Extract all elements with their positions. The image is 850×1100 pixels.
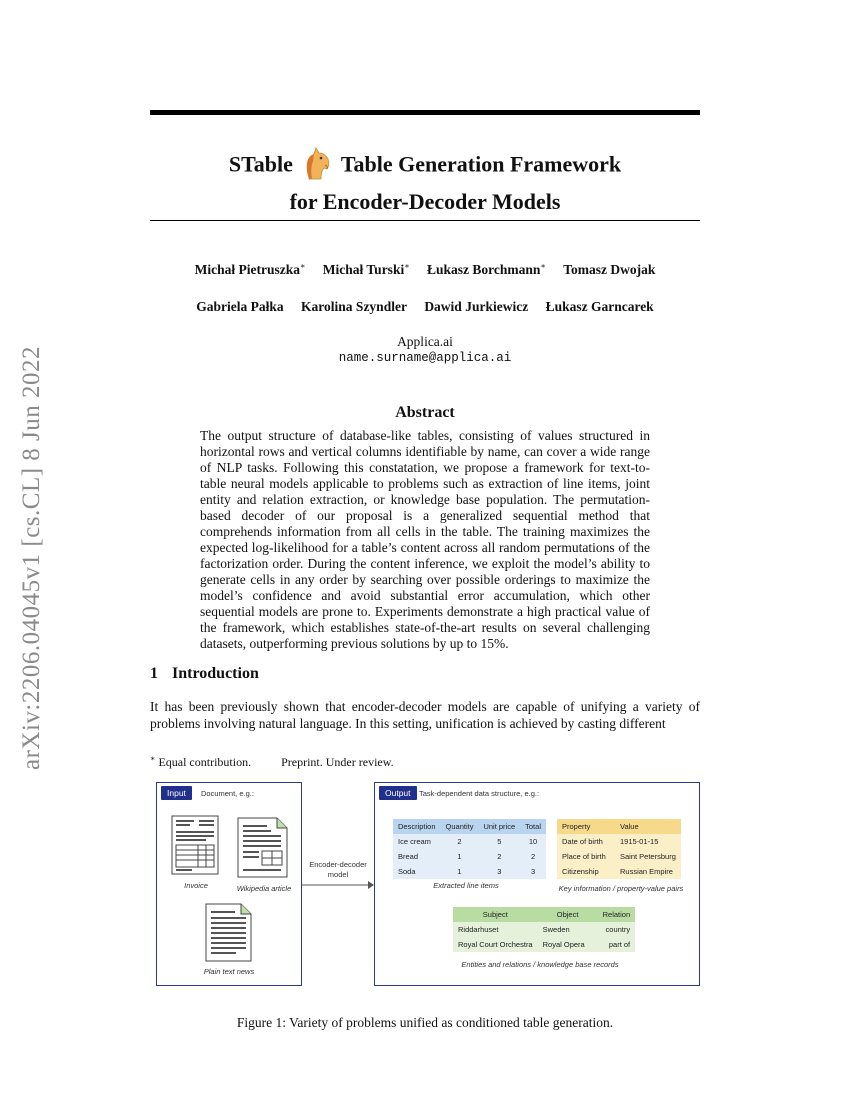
plain-text-news-icon [205,903,253,963]
table-header-row: Description Quantity Unit price Total [393,819,546,834]
arrow-right-icon [302,880,374,890]
arxiv-identifier: arXiv:2206.04045v1 [cs.CL] 8 Jun 2022 [18,345,45,770]
email-address: name.surname@applica.ai [338,351,512,365]
unicorn-icon [299,145,335,188]
key-info-caption: Key information / property-value pairs [558,884,684,893]
invoice-label: Invoice [184,881,208,890]
title-line1-pre: STable [228,151,293,177]
authors-row-1 [150,261,700,278]
affiliation-block [150,333,700,367]
title-bottom-rule [150,220,700,221]
title-top-rule [150,110,700,115]
invoice-icon [171,815,221,877]
paper-title [150,145,700,216]
author: Łukasz Borchmann∗ [427,261,546,277]
table-row: Ice cream 2 5 10 [393,834,546,849]
author: Gabriela Pałka [196,299,284,314]
table-row: Date of birth 1915-01-15 [557,834,681,849]
line-items-table [393,819,546,879]
author: Michał Pietruszka∗ [194,261,306,277]
abstract-text: The output structure of database-like tables, consisting of values structured in horizontal rows and vertical columns identifiable by name, can cover a wide range of NLP tasks. Following this constatation, we propose a framework for text-to-table neural models applicable to problems such as extraction of line items, joint entity and relation extraction, or knowledge base population. The permutation-based decoder of our proposal is a generalized sequential method that comprehends information from all cells in the table. The training maximizes the expected log-likelihood for a table’s content across all random permutations of the factorization order. During the content inference, we exploit the model’s ability to generate cells in any order by searching over possible orderings to maximize the model’s confidence and avoid substantial error accumulation, which other sequential models are prone to. Experiments demonstrate a high practical value of the framework, which establishes state-of-the-art results on several challenging datasets, outperforming previous solutions by up to 15%. [200,428,650,651]
table-header-row: Subject Object Relation [453,907,635,922]
title-line2: for Encoder-Decoder Models [289,189,561,214]
output-panel [374,782,700,986]
wikipedia-article-icon [237,817,289,879]
footnote: ∗ Equal contribution. Preprint. Under review. [150,754,394,769]
table-row: Citizenship Russian Empire [557,864,681,879]
key-info-table [557,819,681,879]
table-row: Soda 1 3 3 [393,864,546,879]
author: Tomasz Dwojak [563,261,656,277]
output-description: Task-dependent data structure, e.g.: [419,789,540,798]
author: Karolina Szyndler [301,299,407,314]
section-heading: 1 Introduction [150,665,259,682]
input-description: Document, e.g.: [201,789,254,798]
table-row: Place of birth Saint Petersburg [557,849,681,864]
author: Dawid Jurkiewicz [424,299,529,314]
input-panel [156,782,302,986]
affiliation: Applica.ai [397,334,453,349]
title-line1-post: Table Generation Framework [340,151,622,177]
output-tag: Output [379,786,417,800]
table-row: Bread 1 2 2 [393,849,546,864]
wikipedia-label: Wikipedia article [236,884,292,893]
table-row: Riddarhuset Sweden country [453,922,635,937]
relations-caption: Entities and relations / knowledge base records [461,960,619,969]
table-header-row: Property Value [557,819,681,834]
table-row: Royal Court Orchestra Royal Opera part of [453,937,635,952]
figure-1 [150,778,702,992]
plain-text-label: Plain text news [203,967,255,976]
figure-caption: Figure 1: Variety of problems unified as conditioned table generation. [236,1015,614,1030]
relations-table [453,907,635,952]
line-items-caption: Extracted line items [433,881,499,890]
authors-row-2 [150,299,700,315]
input-tag: Input [161,786,192,800]
arrow-label: Encoder-decoder model [309,860,367,879]
author: Michał Turski∗ [322,261,410,277]
abstract-heading: Abstract [395,404,455,421]
author: Łukasz Garncarek [545,299,654,314]
intro-paragraph: It has been previously shown that encoder-decoder models are capable of unifying a variety of problems involving natural language. In this setting, unification is achieved by casting different [150,699,700,731]
